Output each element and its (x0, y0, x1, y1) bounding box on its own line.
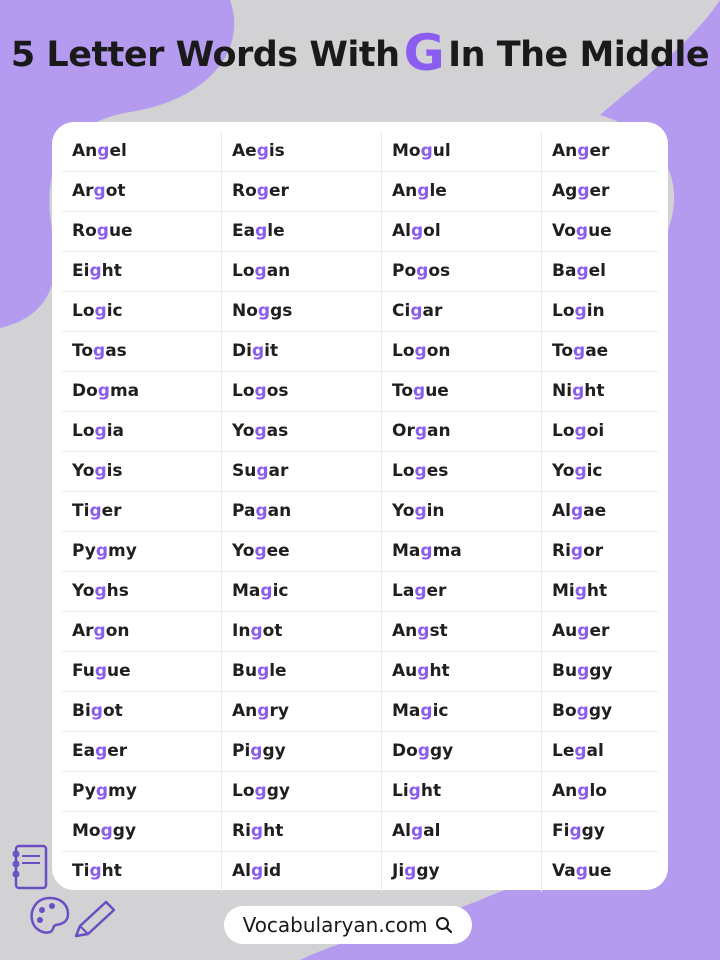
title-highlight-letter: G (403, 24, 445, 82)
word-cell: Light (382, 772, 542, 812)
table-row (62, 292, 658, 332)
word-cell: Eight (62, 252, 222, 292)
word-cell: Yogas (222, 412, 382, 452)
word-cell: Angst (382, 612, 542, 652)
word-cell: Yogic (542, 452, 658, 492)
word-cell: Dogma (62, 372, 222, 412)
word-cell: Organ (382, 412, 542, 452)
word-cell: Logon (382, 332, 542, 372)
word-cell: Eagle (222, 212, 382, 252)
table-row (62, 252, 658, 292)
table-row (62, 452, 658, 492)
palette-icon (26, 892, 74, 940)
table-row (62, 732, 658, 772)
word-cell: Eager (62, 732, 222, 772)
word-cell: Right (222, 812, 382, 852)
word-cell: Logoi (542, 412, 658, 452)
word-cell: Doggy (382, 732, 542, 772)
word-cell: Algol (382, 212, 542, 252)
word-cell: Tight (62, 852, 222, 892)
word-cell: Pogos (382, 252, 542, 292)
word-cell: Angry (222, 692, 382, 732)
table-row (62, 532, 658, 572)
table-row (62, 492, 658, 532)
site-badge[interactable] (224, 906, 472, 944)
word-cell: Loges (382, 452, 542, 492)
word-cell: Aught (382, 652, 542, 692)
word-cell: Pagan (222, 492, 382, 532)
word-cell: Angle (382, 172, 542, 212)
word-cell: Sugar (222, 452, 382, 492)
word-cell: Pygmy (62, 532, 222, 572)
word-cell: Logia (62, 412, 222, 452)
word-grid (62, 132, 658, 892)
word-cell: Yoghs (62, 572, 222, 612)
word-cell: Roger (222, 172, 382, 212)
word-cell: Rigor (542, 532, 658, 572)
word-cell: Argon (62, 612, 222, 652)
word-cell: Argot (62, 172, 222, 212)
word-cell: Yogis (62, 452, 222, 492)
table-row (62, 812, 658, 852)
word-cell: Figgy (542, 812, 658, 852)
word-cell: Pygmy (62, 772, 222, 812)
word-cell: Yogin (382, 492, 542, 532)
word-cell: Anger (542, 132, 658, 172)
table-row (62, 852, 658, 892)
table-row (62, 172, 658, 212)
word-cell: Boggy (542, 692, 658, 732)
table-row (62, 572, 658, 612)
word-cell: Ingot (222, 612, 382, 652)
table-row (62, 372, 658, 412)
word-cell: Agger (542, 172, 658, 212)
word-cell: Might (542, 572, 658, 612)
table-row (62, 132, 658, 172)
word-cell: Logos (222, 372, 382, 412)
word-cell: Logic (62, 292, 222, 332)
table-row (62, 212, 658, 252)
word-cell: Vague (552, 861, 612, 881)
table-row (62, 612, 658, 652)
word-cell: Buggy (542, 652, 658, 692)
word-cell: Loggy (222, 772, 382, 812)
site-name: Vocabularyan.com (242, 913, 428, 937)
word-table-card (52, 122, 668, 890)
word-cell: Yogee (222, 532, 382, 572)
table-row (62, 332, 658, 372)
page-title (0, 24, 720, 82)
word-cell: Moggy (62, 812, 222, 852)
pencil-icon (68, 898, 118, 942)
table-row (62, 652, 658, 692)
word-cell: Anglo (542, 772, 658, 812)
word-cell: Night (542, 372, 658, 412)
word-cell: Togas (62, 332, 222, 372)
word-cell: Togue (382, 372, 542, 412)
word-cell: Magic (382, 692, 542, 732)
word-cell: Algal (382, 812, 542, 852)
word-cell: Algae (542, 492, 658, 532)
word-cell: Magma (382, 532, 542, 572)
word-cell: Magic (222, 572, 382, 612)
word-cell: Digit (222, 332, 382, 372)
word-cell: Tiger (62, 492, 222, 532)
word-cell: Fugue (62, 652, 222, 692)
word-cell: Auger (542, 612, 658, 652)
word-cell: Aegis (222, 132, 382, 172)
word-cell: Logan (222, 252, 382, 292)
word-cell: Piggy (222, 732, 382, 772)
notebook-icon (8, 842, 54, 894)
word-cell: Algid (222, 852, 382, 892)
word-cell: Mogul (382, 132, 542, 172)
search-icon (435, 916, 453, 934)
word-cell: Jiggy (382, 852, 542, 892)
word-cell: Vogue (542, 212, 658, 252)
table-row (62, 412, 658, 452)
word-cell: Login (542, 292, 658, 332)
word-cell: Rogue (62, 212, 222, 252)
table-row (62, 772, 658, 812)
word-cell: Noggs (222, 292, 382, 332)
word-cell: Togae (542, 332, 658, 372)
table-row (62, 692, 658, 732)
word-cell: Cigar (382, 292, 542, 332)
word-cell: Bagel (542, 252, 658, 292)
word-cell: Bigot (62, 692, 222, 732)
title-suffix: In The Middle (448, 35, 710, 75)
word-cell: Angel (62, 132, 222, 172)
title-prefix: 5 Letter Words With (10, 35, 400, 75)
word-cell: Legal (542, 732, 658, 772)
word-cell: Lager (382, 572, 542, 612)
word-cell: Bugle (222, 652, 382, 692)
